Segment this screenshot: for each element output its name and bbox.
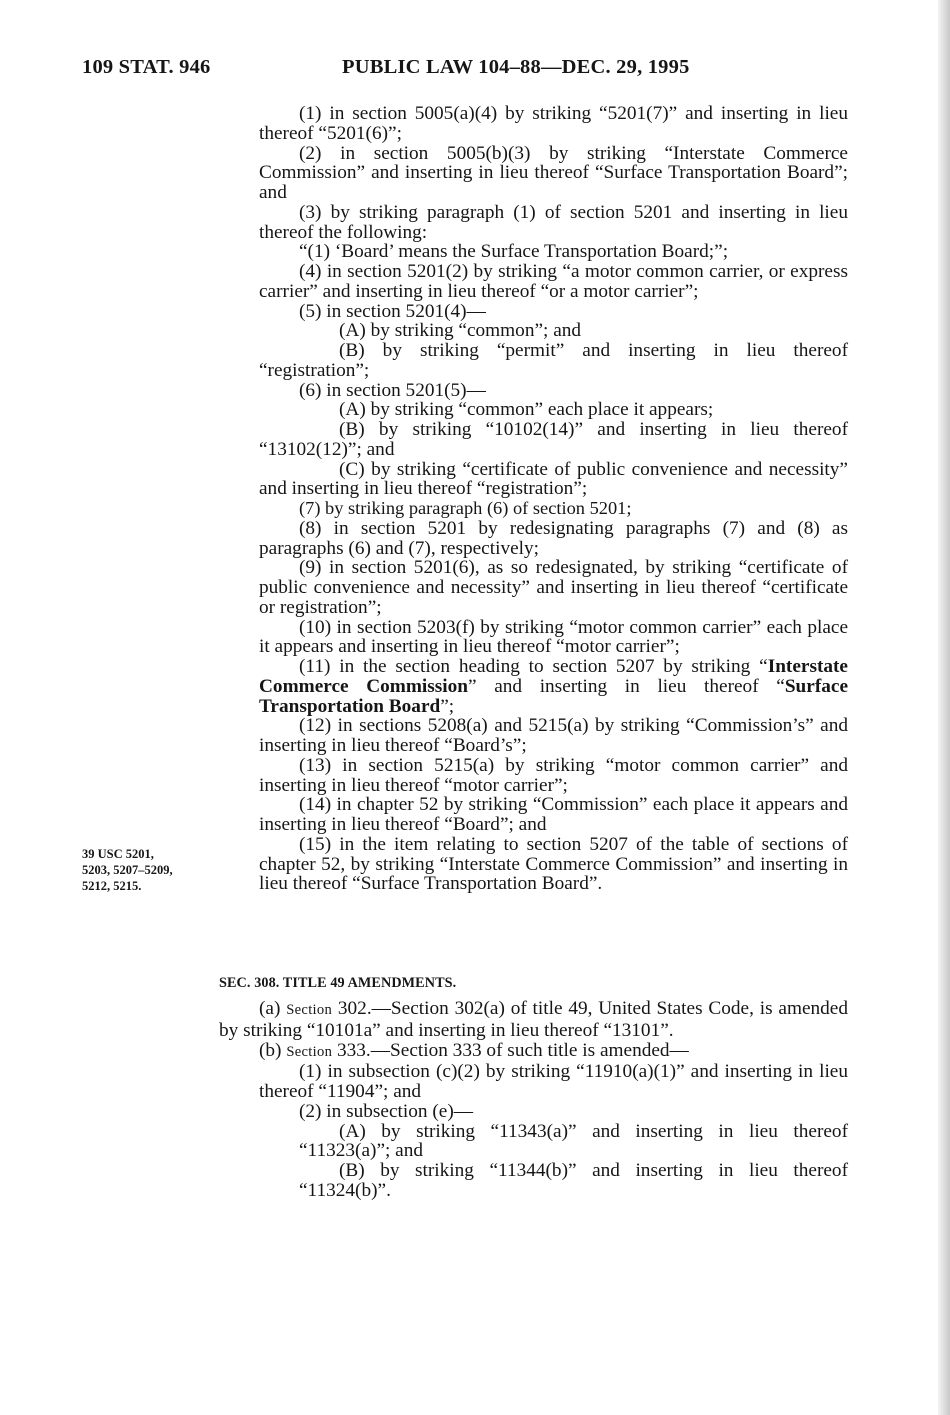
page-edge-shadow <box>938 0 950 1415</box>
margin-citation <box>82 846 232 894</box>
running-title: PUBLIC LAW 104–88—DEC. 29, 1995 <box>342 56 690 78</box>
subsection-b-text: 333.—Section 333 of such title is amended— <box>332 1039 689 1061</box>
page-header <box>82 56 862 84</box>
paragraph-10: (10) in section 5203(f) by striking “motor common carrier” each place it appears and inserting in lieu thereof “motor carrier”; <box>259 616 848 658</box>
paragraph-6-b: (B) by striking “10102(14)” and inserting in lieu thereof “13102(12)”; and <box>259 419 848 460</box>
margin-citation-line: 5212, 5215. <box>82 879 142 893</box>
paragraph-5: (5) in section 5201(4)— <box>299 300 486 322</box>
paragraph-7: (7) by striking paragraph (6) of section 5201; <box>299 498 632 518</box>
margin-citation-line: 5203, 5207–5209, <box>82 863 173 877</box>
paragraph-14: (14) in chapter 52 by striking “Commission” each place it appears and inserting in lieu thereof “Board”; and <box>259 794 848 835</box>
bold-heading-old: Interstate Commerce Commission <box>259 656 848 697</box>
subsection-b-2-a: (A) by striking “11343(a)” and inserting in lieu thereof “11323(a)”; and <box>299 1120 848 1162</box>
paragraph-3-quote: “(1) ‘Board’ means the Surface Transportation Board;”; <box>299 241 729 263</box>
paragraph-13: (13) in section 5215(a) by striking “motor common carrier” and inserting in lieu thereof “motor carrier”; <box>259 754 848 796</box>
subsection-b-caps: Section <box>286 1043 333 1060</box>
paragraph-3: (3) by striking paragraph (1) of section 5201 and inserting in lieu thereof the following: <box>259 201 848 243</box>
paragraph-11 <box>259 657 848 716</box>
paragraph-4: (4) in section 5201(2) by striking “a motor common carrier, or express carrier” and inserting in lieu thereof “or a motor carrier”; <box>259 261 848 302</box>
section-body <box>219 999 848 1201</box>
paragraph-6-a: (A) by striking “common” each place it appears; <box>339 399 714 421</box>
paragraph-6-c: (C) by striking “certificate of public convenience and necessity” and inserting in lieu thereof “registration”; <box>259 458 848 500</box>
paragraph-11-text: ”; <box>440 695 455 717</box>
bold-heading-new: Surface Transportation Board <box>259 675 849 717</box>
paragraph-12: (12) in sections 5208(a) and 5215(a) by striking “Commission’s” and inserting in lieu thereof “Board’s”; <box>259 715 848 756</box>
subsection-a-label: (a) <box>259 998 287 1019</box>
subsection-b-2: (2) in subsection (e)— <box>299 1100 474 1122</box>
subsection-b-1: (1) in subsection (c)(2) by striking “11910(a)(1)” and inserting in lieu thereof “11904”; and <box>259 1061 848 1102</box>
subsection-a <box>219 999 848 1041</box>
paragraph-1: (1) in section 5005(a)(4) by striking “5201(7)” and inserting in lieu thereof “5201(6)”; <box>259 103 848 144</box>
paragraph-9: (9) in section 5201(6), as so redesignated, by striking “certificate of public convenience and necessity” and inserting in lieu thereof “certificate or registration”; <box>259 557 848 618</box>
paragraph-2: (2) in section 5005(b)(3) by striking “Interstate Commerce Commission” and inserting in lieu thereof “Surface Transportation Board”; and <box>259 142 848 203</box>
paragraph-8: (8) in section 5201 by redesignating paragraphs (7) and (8) as paragraphs (6) and (7), respectively; <box>259 517 848 559</box>
subsection-b-label: (b) <box>259 1039 287 1061</box>
paragraph-6: (6) in section 5201(5)— <box>299 379 486 401</box>
margin-citation-line: 39 USC 5201, <box>82 847 154 861</box>
paragraph-15: (15) in the item relating to section 5207 of the table of sections of chapter 52, by striking “Interstate Commerce Commission” and inserting in lieu thereof “Surface Transportation Board”. <box>259 833 848 895</box>
subsection-b <box>219 1041 848 1063</box>
section-heading: SEC. 308. TITLE 49 AMENDMENTS. <box>219 975 457 991</box>
subsection-a-caps: Section <box>286 1002 333 1018</box>
paragraph-11-text: (11) in the section heading to section 5207 by striking “ <box>299 656 768 677</box>
paragraph-5-a: (A) by striking “common”; and <box>339 320 582 342</box>
paragraph-5-b: (B) by striking “permit” and inserting in lieu thereof “registration”; <box>259 340 848 381</box>
amendment-list <box>259 104 848 894</box>
subsection-b-2-b: (B) by striking “11344(b)” and inserting in lieu thereof “11324(b)”. <box>299 1160 848 1201</box>
paragraph-11-text: ” and inserting in lieu thereof “ <box>468 675 785 697</box>
page-number: 109 STAT. 946 <box>82 56 211 78</box>
subsection-a-text: 302.—Section 302(a) of title 49, United States Code, is amended by striking “10101a” and inserting in lieu thereof “13101”. <box>219 998 848 1041</box>
